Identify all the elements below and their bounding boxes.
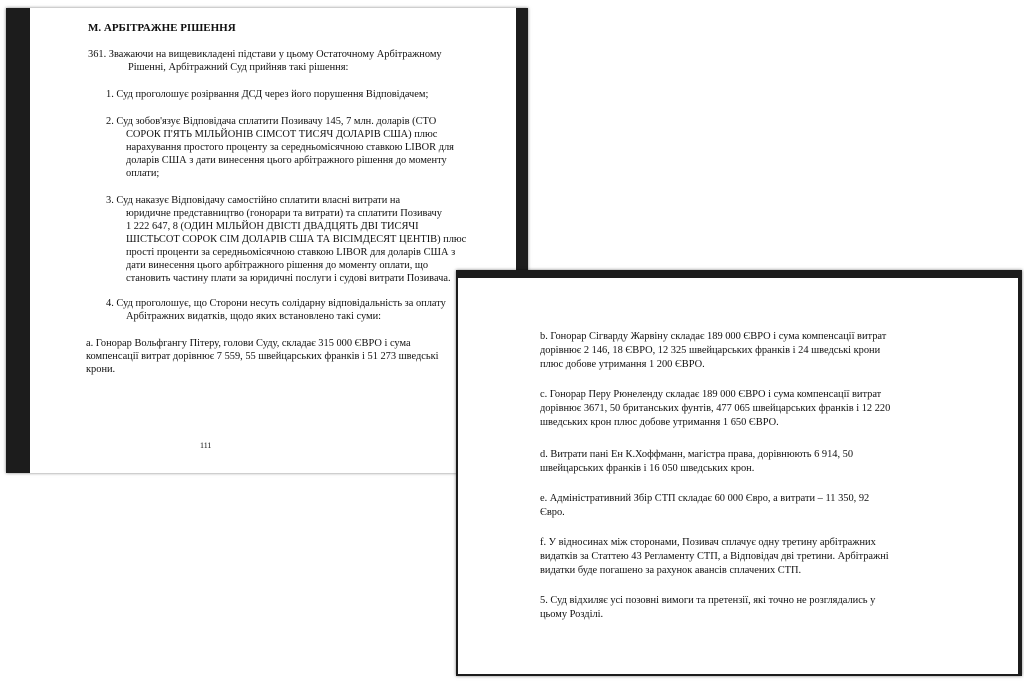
page-paper [458, 278, 1018, 674]
item-2-line-5: оплати; [126, 168, 160, 179]
scanned-page-continuation [456, 270, 1022, 676]
para-361-line-1: 361. Зважаючи на вищевикладені підстави у цьому Остаточному Арбітражному [88, 49, 442, 60]
item-d-line-1: d. Витрати пані Ен К.Хоффманн, магістра права, дорівнюють 6 914, 50 [540, 449, 854, 460]
item-3-line-6: дати винесення цього арбітражного рішення до моменту оплати, що [126, 260, 429, 271]
item-3-line-4: ШІСТЬСОТ СОРОК СІМ ДОЛАРІВ США ТА ВІСІМДЕСЯТ ЦЕНТІВ) плюс [126, 234, 467, 245]
item-3-line-1: 3. Суд наказує Відповідачу самостійно сплатити власні витрати на [106, 195, 401, 206]
page-number: 111 [200, 441, 212, 450]
item-d-line-2: швейцарських франків і 16 050 шведських крон. [540, 463, 755, 474]
item-2-line-1: 2. Суд зобов'язує Відповідача сплатити Позивачу 145, 7 млн. доларів (СТО [106, 116, 437, 127]
item-2-line-3: нарахування простого проценту за середньомісячною ставкою LIBOR для [126, 142, 454, 153]
item-c-line-2: дорівнює 3671, 50 британських фунтів, 477 065 швейцарських франків і 12 220 [540, 403, 891, 414]
item-a-line-3: крони. [86, 364, 116, 375]
item-f-line-3: видатки буде погашено за рахунок авансів сплачених СТП. [540, 565, 802, 576]
item-2-line-4: доларів США з дати винесення цього арбітражного рішення до моменту [126, 155, 447, 166]
item-c-line-3: шведських крон плюс добове утримання 1 650 ЄВРО. [540, 417, 779, 428]
item-1-line-1: 1. Суд проголошує розірвання ДСД через його порушення Відповідачем; [106, 89, 429, 100]
item-4-line-2: Арбітражних видатків, щодо яких встановлено такі суми: [126, 311, 382, 322]
item-3-line-7: становить частину плати за юридичні послуги і судові витрати Позивача. [126, 273, 451, 284]
section-heading: М. АРБІТРАЖНЕ РІШЕННЯ [88, 22, 236, 34]
item-f-line-1: f. У відносинах між сторонами, Позивач сплачує одну третину арбітражних [540, 537, 876, 548]
item-b-line-1: b. Гонорар Сігварду Жарвіну складає 189 000 ЄВРО і сума компенсації витрат [540, 331, 887, 342]
item-a-line-1: a. Гонорар Вольфгангу Пітеру, голови Суду, складає 315 000 ЄВРО і сума [86, 338, 411, 349]
item-e-line-1: e. Адміністративний Збір СТП складає 60 000 Євро, а витрати – 11 350, 92 [540, 493, 870, 504]
item-3-line-3: 1 222 647, 8 (ОДИН МІЛЬЙОН ДВІСТІ ДВАДЦЯТЬ ДВІ ТИСЯЧІ [126, 221, 419, 232]
item-5-line-2: цьому Розділі. [540, 609, 604, 620]
item-4-line-1: 4. Суд проголошує, що Сторони несуть солідарну відповідальність за оплату [106, 298, 446, 309]
item-c-line-1: c. Гонорар Перу Рюнеленду складає 189 000 ЄВРО і сума компенсації витрат [540, 389, 882, 400]
item-2-line-2: СОРОК П'ЯТЬ МІЛЬЙОНІВ СІМСОТ ТИСЯЧ ДОЛАРІВ США) плюс [126, 129, 438, 140]
item-f-line-2: видатків за Статтею 43 Регламенту СТП, а Відповідач дві третини. Арбітражні [540, 551, 889, 562]
item-e-line-2: Євро. [540, 507, 565, 518]
item-b-line-2: дорівнює 2 146, 18 ЄВРО, 12 325 швейцарських франків і 24 шведські крони [540, 345, 881, 356]
para-361-line-2: Рішенні, Арбітражний Суд прийняв такі рішення: [128, 62, 349, 73]
item-5-line-1: 5. Суд відхиляє усі позовні вимоги та претензії, які точно не розглядались у [540, 595, 876, 606]
page-paper [30, 8, 516, 473]
item-a-line-2: компенсації витрат дорівнює 7 559, 55 швейцарських франків і 51 273 шведські [86, 351, 439, 362]
item-b-line-3: плюс добове утримання 1 200 ЄВРО. [540, 359, 705, 370]
item-3-line-5: прості проценти за середньомісячною ставкою LIBOR для доларів США з [126, 247, 456, 258]
scanned-page-111 [6, 8, 528, 473]
item-3-line-2: юридичне представництво (гонорари та витрати) та сплатити Позивачу [126, 208, 442, 219]
